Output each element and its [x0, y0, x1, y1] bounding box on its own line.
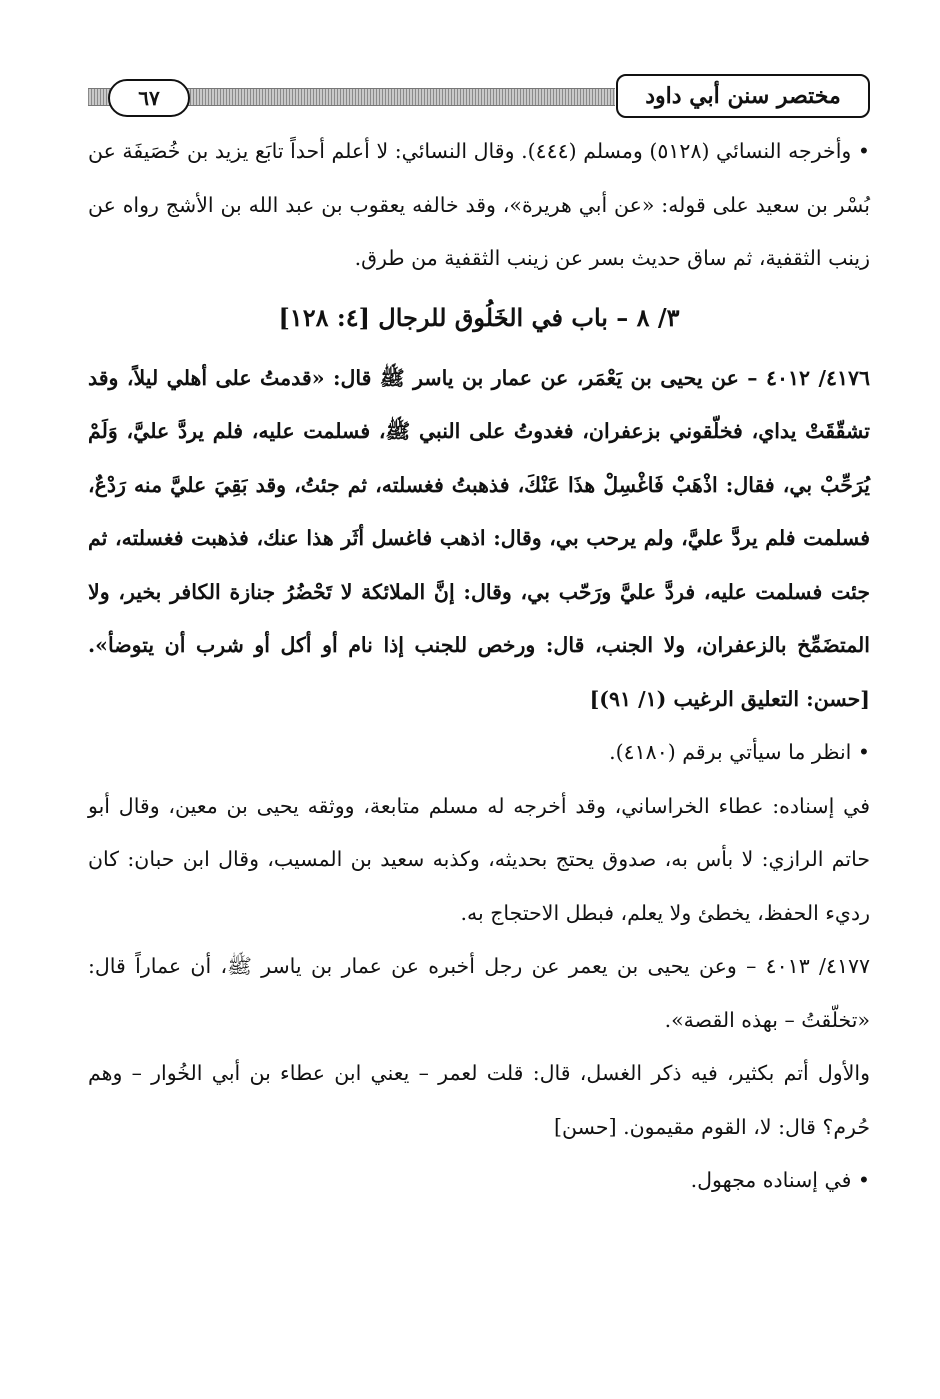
page-body [88, 125, 870, 1208]
isnad-commentary: في إسناده: عطاء الخراساني، وقد أخرجه له مسلم متابعة، ووثقه يحيى بن معين، وقال أبو حاتم الرازي: لا بأس به، صدوق يحتج بحديثه، وكذبه سعيد بن المسيب، وقال ابن حبان: كان رديء الحفظ، يخطئ ولا يعلم، فبطل الاحتجاج به. [88, 793, 870, 925]
page-header [88, 70, 870, 120]
hadith-4176: ٤١٧٦/ ٤٠١٢ – عن يحيى بن يَعْمَر، عن عمار بن ياسر ﷺ قال: «قدمتُ على أهلي ليلاً، وقد تشقّقَتْ يداي، فخلّقوني بزعفران، فغدوتُ على النبي ﷺ، فسلمت عليه، فلم يردَّ عليَّ، وَلَمْ يُرَحِّبْ بي، فقال: اذْهَبْ فَاغْسِلْ هذَا عَنْكَ، فذهبتُ فغسلته، ثم جئتُ، وقد بَقِيَ عليَّ منه رَدْعٌ، فسلمت فلم يردَّ عليَّ، ولم يرحب بي، وقال: اذهب فاغسل أثَر هذا عنك، فذهبت فغسلته، ثم جئت فسلمت عليه، فردَّ عليَّ ورَحّب بي، وقال: إنَّ الملائكة لا تَحْضُرُ جنازة الكافر بخير، ولا المتضَمِّخ بالزعفران، ولا الجنب، قال: ورخص للجنب إذا نام أو أكل أو شرب أن يتوضأ». [حسن: التعليق الرغيب (١/ ٩١)] [88, 365, 870, 711]
footnote-paragraph-takhrij: • وأخرجه النسائي (٥١٢٨) ومسلم (٤٤٤). وقال النسائي: لا أعلم أحداً تابَع يزيد بن خُصَيفَة عن بُسْر بن سعيد على قوله: «عن أبي هريرة»، وقد خالفه يعقوب بن عبد الله بن الأشج رواه عن زينب الثقفية، ثم ساق حديث بسر عن زينب الثقفية من طرق. [88, 139, 870, 270]
page-number: ٦٧ [108, 79, 190, 117]
note-unknown-narrator: • في إسناده مجهول. [690, 1168, 870, 1192]
hadith-4177: ٤١٧٧/ ٤٠١٣ – وعن يحيى بن يعمر عن رجل أخبره عن عمار بن ياسر ﷺ، أن عماراً قال: «تخلّقتُ – بهذه القصة». [88, 954, 870, 1032]
book-title: مختصر سنن أبي داود [616, 74, 870, 118]
note-see-4180: • انظر ما سيأتي برقم (٤١٨٠). [609, 740, 870, 764]
chapter-heading: ٣/ ٨ – باب في الخَلُوق للرجال [٤: ١٢٨] [278, 302, 680, 332]
comparison-paragraph: والأول أتم بكثير، فيه ذكر الغسل، قال: قلت لعمر – يعني ابن عطاء بن أبي الخُوار – وهم حُرم؟ قال: لا، القوم مقيمون. [حسن] [88, 1061, 870, 1139]
